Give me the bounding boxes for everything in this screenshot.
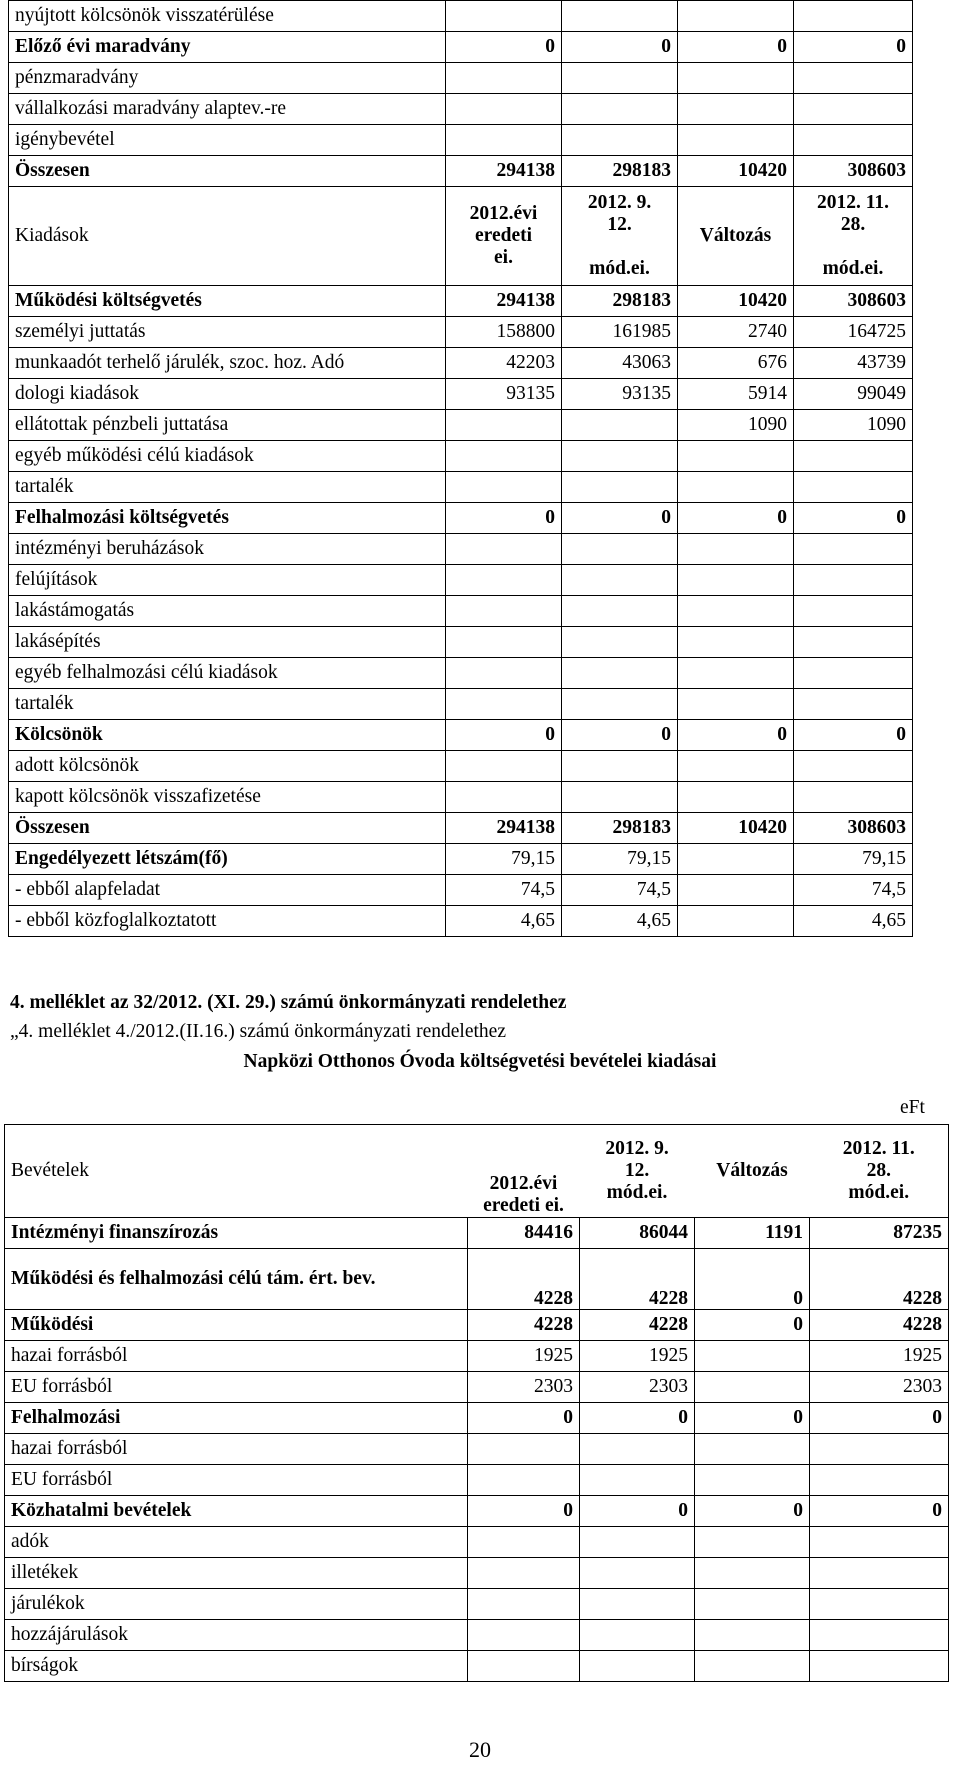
table-row [9, 125, 913, 156]
row-label: Közhatalmi bevételek [5, 1496, 468, 1527]
row-value: 1090 [794, 410, 913, 441]
row-value [794, 534, 913, 565]
row-value: 0 [580, 1403, 695, 1434]
table-row [5, 1403, 949, 1434]
row-label: kapott kölcsönök visszafizetése [9, 782, 446, 813]
row-value: 87235 [810, 1218, 949, 1249]
row-value [580, 1527, 695, 1558]
table-row [9, 689, 913, 720]
row-label: intézményi beruházások [9, 534, 446, 565]
row-value: 298183 [562, 813, 678, 844]
table-row [9, 63, 913, 94]
row-label: bírságok [5, 1651, 468, 1682]
row-value [695, 1527, 810, 1558]
table-row [5, 1465, 949, 1496]
header-change: Változás [678, 187, 794, 286]
row-label: pénzmaradvány [9, 63, 446, 94]
row-value: 0 [562, 32, 678, 63]
row-value [794, 596, 913, 627]
row-value [468, 1620, 580, 1651]
row-label: adott kölcsönök [9, 751, 446, 782]
row-value [580, 1620, 695, 1651]
annex-subtitle: „4. melléklet 4./2012.(II.16.) számú önkormányzati rendelethez [10, 1021, 506, 1042]
table-row [9, 751, 913, 782]
row-value [794, 565, 913, 596]
row-label: tartalék [9, 689, 446, 720]
table-row [5, 1620, 949, 1651]
row-value: 0 [794, 503, 913, 534]
table-row [9, 782, 913, 813]
row-value [695, 1558, 810, 1589]
row-value [695, 1465, 810, 1496]
row-value [562, 125, 678, 156]
row-label: vállalkozási maradvány alaptev.-re [9, 94, 446, 125]
table-row [5, 1496, 949, 1527]
header-label: Kiadások [9, 187, 446, 286]
row-value: 4228 [580, 1249, 695, 1310]
header-nov-modified: 2012. 11. 28. mód.ei. [810, 1125, 949, 1218]
row-value: 2303 [580, 1372, 695, 1403]
table-row [9, 472, 913, 503]
row-value: 0 [468, 1496, 580, 1527]
row-value: 93135 [446, 379, 562, 410]
table-row [5, 1527, 949, 1558]
table-row [9, 32, 913, 63]
table-row [5, 1341, 949, 1372]
header-original-budget: 2012.évi eredeti ei. [446, 187, 562, 286]
row-value: 0 [695, 1403, 810, 1434]
table-row [9, 720, 913, 751]
row-value [695, 1372, 810, 1403]
row-label: hazai forrásból [5, 1341, 468, 1372]
row-value [580, 1558, 695, 1589]
row-value [810, 1558, 949, 1589]
row-value: 0 [695, 1496, 810, 1527]
row-value [562, 441, 678, 472]
row-value: 1090 [678, 410, 794, 441]
row-value [810, 1651, 949, 1682]
row-value [678, 658, 794, 689]
row-value: 0 [562, 720, 678, 751]
row-label: Kölcsönök [9, 720, 446, 751]
row-value [468, 1527, 580, 1558]
row-label: illetékek [5, 1558, 468, 1589]
row-value [446, 658, 562, 689]
row-value: 0 [580, 1496, 695, 1527]
row-value: 10420 [678, 813, 794, 844]
row-value [468, 1651, 580, 1682]
revenues-header-row [5, 1125, 949, 1218]
expenses-table [8, 0, 913, 937]
table-row [9, 348, 913, 379]
row-value: 0 [695, 1249, 810, 1310]
row-value [794, 782, 913, 813]
row-label: adók [5, 1527, 468, 1558]
row-value [468, 1465, 580, 1496]
row-value [794, 658, 913, 689]
row-value: 0 [446, 503, 562, 534]
row-value [678, 627, 794, 658]
header-original-budget: 2012.évi eredeti ei. [468, 1125, 580, 1218]
row-value [695, 1434, 810, 1465]
row-value [562, 472, 678, 503]
row-value [562, 627, 678, 658]
row-value: 84416 [468, 1218, 580, 1249]
row-label: Intézményi finanszírozás [5, 1218, 468, 1249]
row-value: 0 [468, 1403, 580, 1434]
table-row [9, 875, 913, 906]
row-value: 294138 [446, 286, 562, 317]
row-value [580, 1434, 695, 1465]
table-row [5, 1249, 949, 1310]
table-row [9, 813, 913, 844]
row-value: 4,65 [446, 906, 562, 937]
row-label: dologi kiadások [9, 379, 446, 410]
row-value: 74,5 [562, 875, 678, 906]
row-value [468, 1434, 580, 1465]
row-value [678, 1, 794, 32]
row-value [794, 751, 913, 782]
row-value: 0 [810, 1403, 949, 1434]
row-label: egyéb felhalmozási célú kiadások [9, 658, 446, 689]
row-value [562, 534, 678, 565]
row-value: 0 [794, 720, 913, 751]
row-label: Felhalmozási költségvetés [9, 503, 446, 534]
revenues-table [4, 1124, 949, 1682]
row-value [446, 689, 562, 720]
page-number: 20 [469, 1737, 491, 1762]
row-label: Összesen [9, 813, 446, 844]
table-row [9, 94, 913, 125]
row-value [695, 1341, 810, 1372]
row-value: 79,15 [562, 844, 678, 875]
expenses-header-row [9, 187, 913, 286]
row-value [468, 1589, 580, 1620]
row-value: 4,65 [794, 906, 913, 937]
row-value [695, 1620, 810, 1651]
table-row [9, 503, 913, 534]
table-row [9, 658, 913, 689]
table-row [5, 1218, 949, 1249]
row-label: Felhalmozási [5, 1403, 468, 1434]
row-value [810, 1434, 949, 1465]
row-value [446, 94, 562, 125]
row-value [678, 94, 794, 125]
row-value [810, 1465, 949, 1496]
header-change: Változás [695, 1125, 810, 1218]
row-label: Előző évi maradvány [9, 32, 446, 63]
row-value: 0 [446, 32, 562, 63]
table-row [9, 1, 913, 32]
table-row [5, 1589, 949, 1620]
row-value: 164725 [794, 317, 913, 348]
row-value: 93135 [562, 379, 678, 410]
row-value: 161985 [562, 317, 678, 348]
row-value: 0 [678, 720, 794, 751]
row-value: 0 [446, 720, 562, 751]
row-value: 158800 [446, 317, 562, 348]
row-value: 43739 [794, 348, 913, 379]
row-value [810, 1620, 949, 1651]
row-value: 298183 [562, 156, 678, 187]
row-value: 0 [678, 32, 794, 63]
row-label: ellátottak pénzbeli juttatása [9, 410, 446, 441]
table-row [9, 596, 913, 627]
row-value: 294138 [446, 813, 562, 844]
table2-title: Napközi Otthonos Óvoda költségvetési bevételei kiadásai [243, 1051, 717, 1072]
row-value: 42203 [446, 348, 562, 379]
row-value: 1925 [468, 1341, 580, 1372]
row-value [794, 125, 913, 156]
header-label: Bevételek [5, 1125, 468, 1218]
row-value [678, 844, 794, 875]
row-value [678, 751, 794, 782]
row-value [810, 1589, 949, 1620]
row-value [678, 63, 794, 94]
row-value: 0 [678, 503, 794, 534]
row-value: 99049 [794, 379, 913, 410]
row-value: 4228 [468, 1249, 580, 1310]
table-row [9, 906, 913, 937]
table-row [5, 1372, 949, 1403]
row-value: 2740 [678, 317, 794, 348]
row-label: személyi juttatás [9, 317, 446, 348]
row-label: egyéb működési célú kiadások [9, 441, 446, 472]
table-row [9, 441, 913, 472]
row-value [562, 94, 678, 125]
table-row [9, 317, 913, 348]
row-value: 74,5 [446, 875, 562, 906]
row-value [580, 1465, 695, 1496]
row-value [468, 1558, 580, 1589]
annex-title: 4. melléklet az 32/2012. (XI. 29.) számú önkormányzati rendelethez [10, 992, 567, 1013]
row-value: 4228 [810, 1249, 949, 1310]
row-value: 74,5 [794, 875, 913, 906]
table-row [9, 534, 913, 565]
table-row [9, 379, 913, 410]
row-value [678, 875, 794, 906]
row-label: nyújtott kölcsönök visszatérülése [9, 1, 446, 32]
row-value [678, 125, 794, 156]
row-value [446, 441, 562, 472]
row-label: hazai forrásból [5, 1434, 468, 1465]
row-label: EU forrásból [5, 1465, 468, 1496]
row-value [794, 63, 913, 94]
row-label: - ebből alapfeladat [9, 875, 446, 906]
row-value [446, 534, 562, 565]
row-value: 1925 [580, 1341, 695, 1372]
row-value: 79,15 [794, 844, 913, 875]
row-value [678, 534, 794, 565]
row-value [678, 596, 794, 627]
row-label: tartalék [9, 472, 446, 503]
row-value [446, 627, 562, 658]
row-value [678, 782, 794, 813]
row-value [562, 565, 678, 596]
table-row [9, 156, 913, 187]
table-row [9, 286, 913, 317]
row-value [562, 410, 678, 441]
row-value [580, 1651, 695, 1682]
row-value [562, 751, 678, 782]
row-value: 308603 [794, 286, 913, 317]
table-row [9, 565, 913, 596]
row-value [678, 565, 794, 596]
row-value: 0 [695, 1310, 810, 1341]
row-value [446, 751, 562, 782]
row-label: igénybevétel [9, 125, 446, 156]
header-sept-modified: 2012. 9. 12. mód.ei. [580, 1125, 695, 1218]
header-nov-modified: 2012. 11. 28. mód.ei. [794, 187, 913, 286]
row-value: 4228 [468, 1310, 580, 1341]
row-value [446, 1, 562, 32]
row-label: lakástámogatás [9, 596, 446, 627]
row-value [562, 1, 678, 32]
row-value [562, 63, 678, 94]
row-value: 86044 [580, 1218, 695, 1249]
row-label: Működési költségvetés [9, 286, 446, 317]
row-label: hozzájárulások [5, 1620, 468, 1651]
row-value [446, 565, 562, 596]
table-row [9, 627, 913, 658]
row-label: Működési és felhalmozási célú tám. ért. bev. [5, 1249, 468, 1310]
row-value: 4228 [580, 1310, 695, 1341]
row-label: lakásépítés [9, 627, 446, 658]
row-value: 294138 [446, 156, 562, 187]
row-value: 10420 [678, 156, 794, 187]
row-value: 676 [678, 348, 794, 379]
row-value [678, 472, 794, 503]
row-label: járulékok [5, 1589, 468, 1620]
row-value [695, 1651, 810, 1682]
row-value: 43063 [562, 348, 678, 379]
row-value [794, 1, 913, 32]
row-value [678, 689, 794, 720]
row-value [678, 906, 794, 937]
row-value: 4,65 [562, 906, 678, 937]
row-value [446, 596, 562, 627]
row-value [446, 782, 562, 813]
row-value [810, 1527, 949, 1558]
row-value [446, 63, 562, 94]
row-value [794, 689, 913, 720]
row-value: 0 [810, 1496, 949, 1527]
row-label: - ebből közfoglalkoztatott [9, 906, 446, 937]
row-value: 4228 [810, 1310, 949, 1341]
row-value [794, 472, 913, 503]
table-row [9, 844, 913, 875]
header-sept-modified: 2012. 9. 12. mód.ei. [562, 187, 678, 286]
row-value [446, 125, 562, 156]
row-value [580, 1589, 695, 1620]
table-row [5, 1310, 949, 1341]
row-value [446, 472, 562, 503]
row-value [562, 782, 678, 813]
row-value: 298183 [562, 286, 678, 317]
row-value [562, 596, 678, 627]
table-row [5, 1558, 949, 1589]
table-row [5, 1651, 949, 1682]
row-value: 1925 [810, 1341, 949, 1372]
row-value: 308603 [794, 156, 913, 187]
row-label: Összesen [9, 156, 446, 187]
row-value: 0 [794, 32, 913, 63]
row-value [794, 441, 913, 472]
table-row [5, 1434, 949, 1465]
row-label: felújítások [9, 565, 446, 596]
row-label: Működési [5, 1310, 468, 1341]
row-value: 0 [562, 503, 678, 534]
row-label: munkaadót terhelő járulék, szoc. hoz. Adó [9, 348, 446, 379]
row-value: 10420 [678, 286, 794, 317]
row-value: 79,15 [446, 844, 562, 875]
row-value: 308603 [794, 813, 913, 844]
unit-label: eFt [900, 1097, 925, 1118]
table-row [9, 410, 913, 441]
row-value: 5914 [678, 379, 794, 410]
row-value [562, 689, 678, 720]
row-label: Engedélyezett létszám(fő) [9, 844, 446, 875]
row-value [446, 410, 562, 441]
row-value: 2303 [810, 1372, 949, 1403]
row-value [678, 441, 794, 472]
row-value: 2303 [468, 1372, 580, 1403]
row-value [794, 627, 913, 658]
row-value [794, 94, 913, 125]
row-value: 1191 [695, 1218, 810, 1249]
row-value [562, 658, 678, 689]
row-value [695, 1589, 810, 1620]
row-label: EU forrásból [5, 1372, 468, 1403]
